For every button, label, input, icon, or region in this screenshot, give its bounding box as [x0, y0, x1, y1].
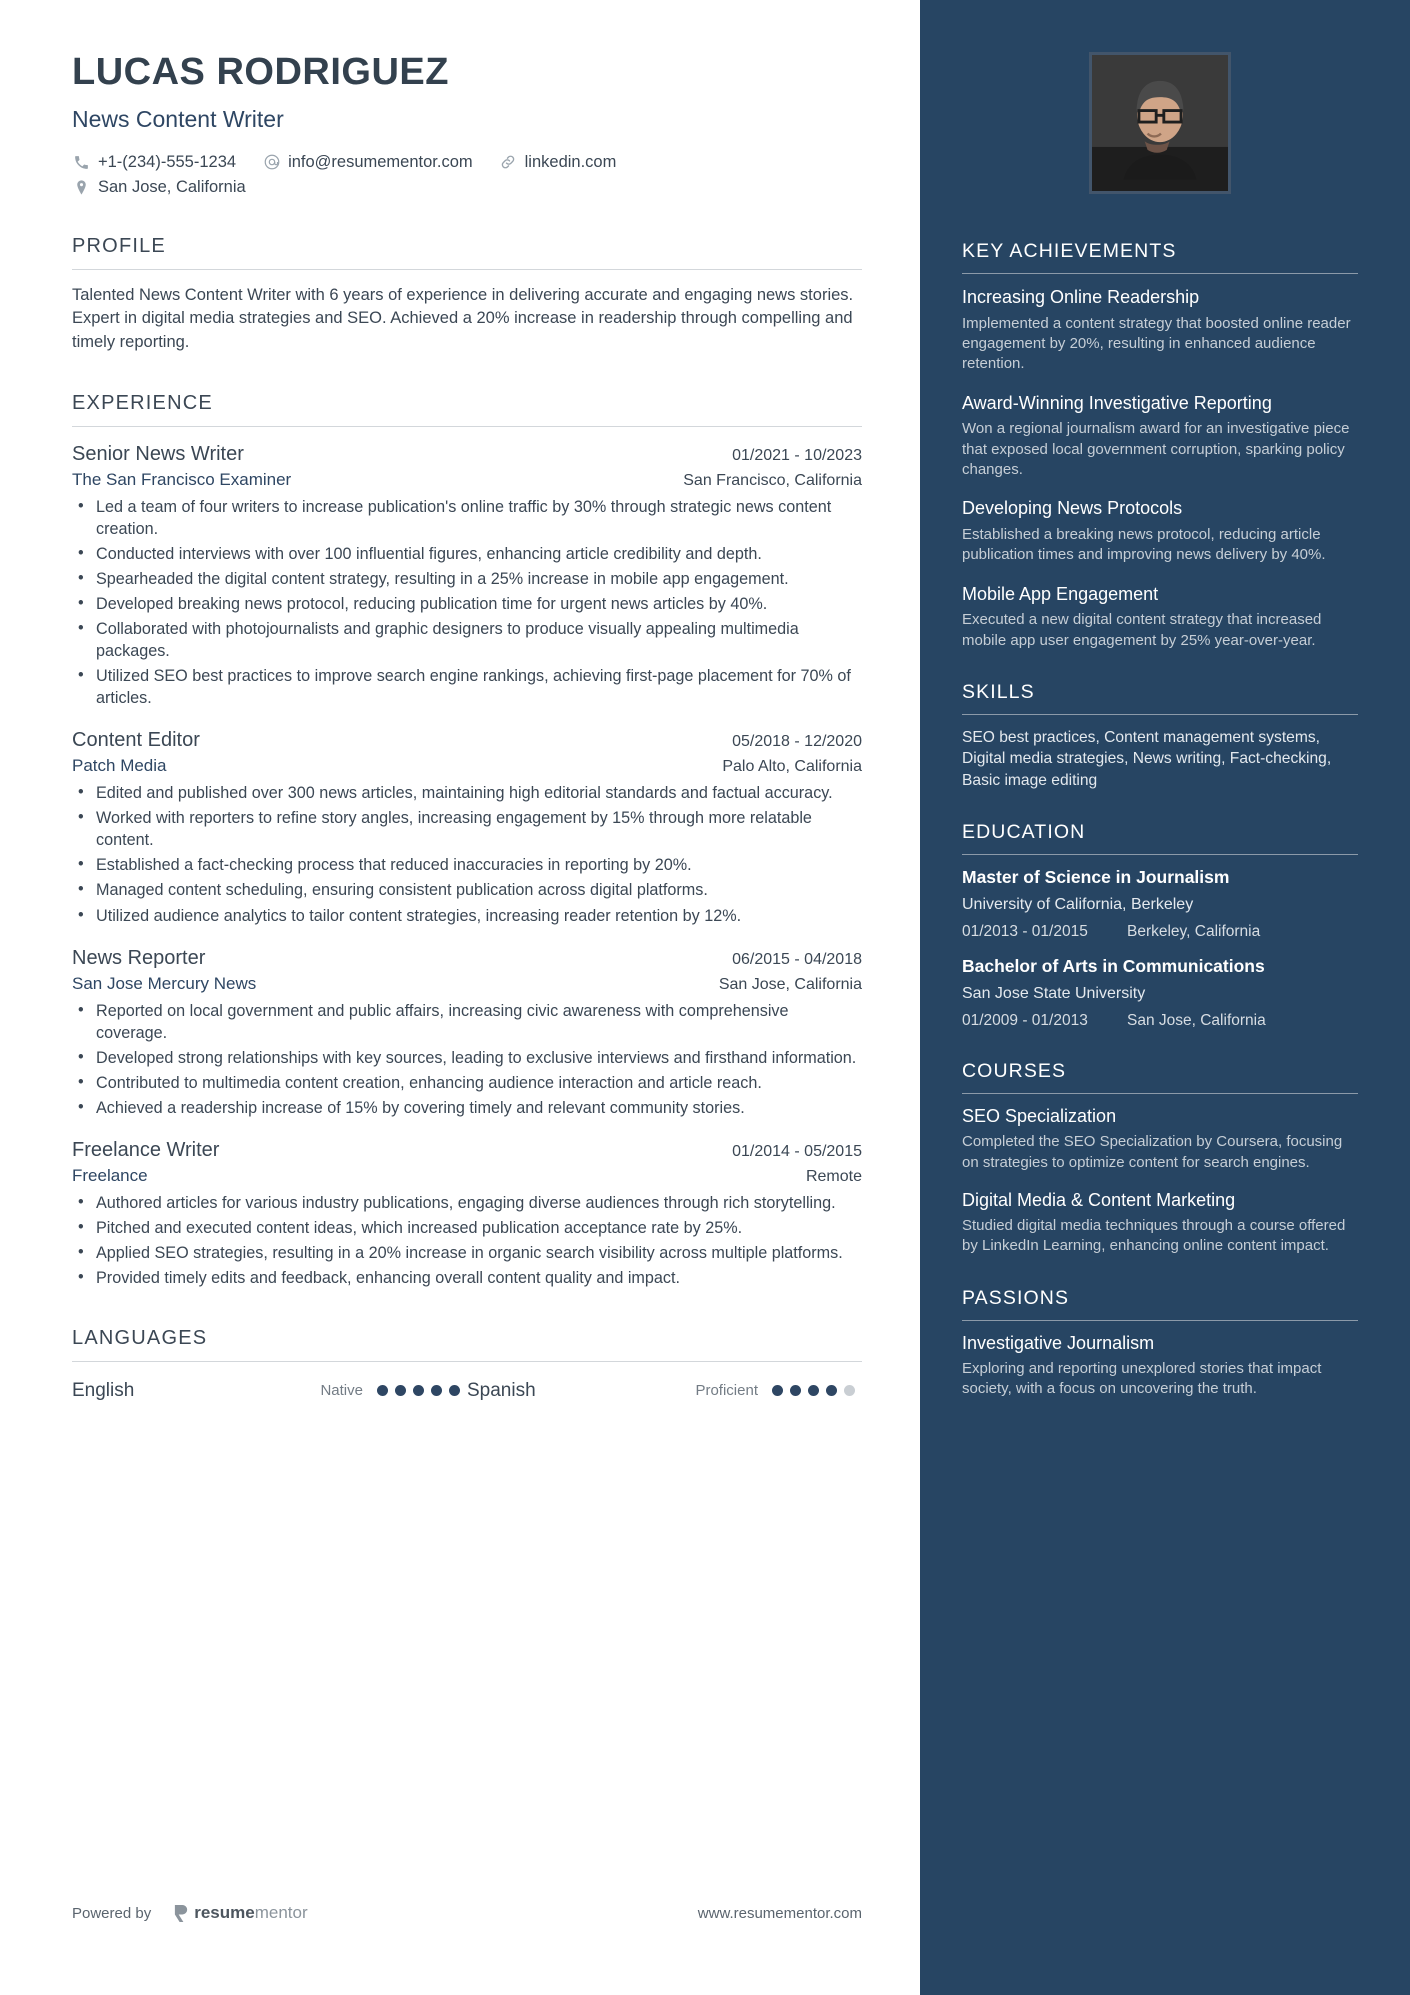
profile-section [72, 235, 862, 354]
passion-description: Exploring and reporting unexplored stories that impact society, with a focus on uncovering the truth. [962, 1359, 1322, 1398]
education-meta [962, 923, 1358, 941]
experience-bullet: • Reported on local government and public affairs, increasing civic awareness with comprehensive coverage. [72, 1000, 862, 1044]
contact-phone[interactable] [72, 153, 236, 172]
proficiency-dot [844, 1385, 855, 1396]
proficiency-dot [449, 1385, 460, 1396]
skills-section [962, 681, 1358, 792]
experience-item-subheader [72, 970, 862, 994]
experience-bullet: • Provided timely edits and feedback, enhancing overall content quality and impact. [72, 1267, 862, 1289]
experience-role: Freelance Writer [72, 1138, 220, 1161]
profile-heading: PROFILE [72, 234, 166, 257]
achievement-title: Award-Winning Investigative Reporting [962, 392, 1272, 413]
footer [72, 1903, 862, 1923]
powered-by-label: Powered by [72, 1904, 152, 1922]
language-level: Proficient [695, 1382, 758, 1400]
language-item [72, 1380, 467, 1402]
experience-company: Patch Media [72, 756, 167, 776]
achievements-list [962, 286, 1358, 651]
achievement-description: Won a regional journalism award for an investigative piece that exposed local government corruption, sparking policy changes. [962, 420, 1350, 478]
achievement-title: Increasing Online Readership [962, 287, 1200, 307]
powered-by-group [72, 1903, 308, 1923]
experience-bullet: • Contributed to multimedia content creation, enhancing audience interaction and article reach. [72, 1072, 862, 1094]
email-text: info@resumementor.com [288, 152, 473, 171]
course-description: Completed the SEO Specialization by Coursera, focusing on strategies to optimize content for search engines. [962, 1133, 1343, 1171]
courses-divider [962, 1093, 1358, 1094]
passions-heading: PASSIONS [962, 1286, 1070, 1309]
experience-dates: 01/2014 - 05/2015 [732, 1142, 862, 1160]
achievement-title: Mobile App Engagement [962, 583, 1159, 604]
experience-bullet: • Worked with reporters to refine story angles, increasing engagement by 15% through more relatable content. [72, 807, 862, 851]
experience-bullet: • Utilized audience analytics to tailor content strategies, increasing reader retention by 12%. [72, 905, 862, 927]
phone-text: +1-(234)-555-1234 [98, 152, 237, 171]
language-level: Native [320, 1382, 363, 1400]
sidebar [920, 0, 1410, 1995]
contact-line-1 [72, 153, 862, 172]
achievements-heading: KEY ACHIEVEMENTS [962, 240, 1177, 262]
contact-email[interactable] [262, 153, 473, 172]
experience-bullet: • Utilized SEO best practices to improve search engine rankings, achieving first-page placement for 70% of articles. [72, 665, 862, 709]
passions-list [962, 1333, 1358, 1400]
profile-text: Talented News Content Writer with 6 years of experience in delivering accurate and engaging news stories. Expert in digital media strategies and SEO. Achieved a 20% increase in readership through compelling and timely reporting. [72, 285, 854, 351]
education-location: San Jose, California [1127, 1012, 1266, 1030]
experience-item-header [72, 1139, 862, 1162]
education-location: Berkeley, California [1127, 923, 1261, 941]
experience-heading: EXPERIENCE [72, 392, 213, 415]
courses-list [962, 1106, 1358, 1257]
achievement-item [962, 286, 1358, 375]
experience-location: San Jose, California [718, 975, 862, 993]
experience-bullet: • Led a team of four writers to increase publication's online traffic by 30% through strategic news content creation. [72, 496, 862, 540]
language-name: Spanish [467, 1379, 536, 1401]
link-icon [499, 153, 518, 172]
experience-bullets [72, 496, 862, 709]
contact-location [72, 178, 246, 197]
experience-section [72, 392, 862, 1289]
experience-item-subheader [72, 752, 862, 776]
education-school: University of California, Berkeley [962, 896, 1194, 914]
languages-heading: LANGUAGES [72, 1326, 208, 1349]
achievement-title: Developing News Protocols [962, 498, 1183, 519]
experience-bullet: • Developed breaking news protocol, reducing publication time for urgent news articles by 40%. [72, 593, 862, 615]
experience-role: Senior News Writer [72, 443, 244, 466]
education-item [962, 867, 1358, 941]
skills-heading: SKILLS [962, 680, 1035, 703]
location-text: San Jose, California [98, 177, 246, 196]
achievement-description: Implemented a content strategy that boosted online reader engagement by 20%, resulting in enhanced audience retention. [962, 314, 1351, 373]
achievement-item [962, 497, 1358, 565]
experience-bullet: • Conducted interviews with over 100 influential figures, enhancing article credibility and depth. [72, 543, 862, 565]
achievement-description: Executed a new digital content strategy that increased mobile app user engagement by 25% year-over-year. [962, 611, 1322, 649]
languages-list [72, 1380, 862, 1402]
experience-role: Content Editor [72, 729, 200, 752]
experience-item [72, 443, 862, 709]
experience-item [72, 729, 862, 926]
passions-divider [962, 1320, 1358, 1321]
education-dates: 01/2013 - 01/2015 [962, 923, 1088, 941]
experience-bullet: • Managed content scheduling, ensuring consistent publication across digital platforms. [72, 879, 862, 901]
phone-icon [72, 153, 91, 172]
experience-bullets [72, 782, 862, 926]
experience-bullet: • Established a fact-checking process that reduced inaccuracies in reporting by 20%. [72, 854, 862, 876]
experience-company: Freelance [72, 1165, 148, 1185]
education-dates: 01/2009 - 01/2013 [962, 1012, 1088, 1030]
passions-section [962, 1287, 1358, 1400]
courses-section [962, 1060, 1358, 1257]
education-heading: EDUCATION [962, 821, 1086, 844]
experience-location: Remote [805, 1167, 862, 1185]
experience-dates: 01/2021 - 10/2023 [732, 447, 862, 465]
brand-bold-text: resume [194, 1903, 255, 1922]
experience-dates: 05/2018 - 12/2020 [732, 733, 862, 751]
course-title: SEO Specialization [962, 1106, 1117, 1127]
resumementor-logo [173, 1903, 307, 1923]
page-title: LUCAS RODRIGUEZ [72, 51, 449, 93]
achievement-description: Established a breaking news protocol, reducing article publication times and improving news delivery by 40%. [962, 525, 1326, 564]
language-item [467, 1380, 862, 1402]
resumementor-mark-icon [173, 1904, 190, 1923]
experience-divider [72, 426, 862, 427]
experience-role: News Reporter [72, 946, 206, 969]
education-section [962, 821, 1358, 1030]
experience-item [72, 1139, 862, 1289]
experience-list [72, 443, 862, 1289]
experience-bullet: • Achieved a readership increase of 15% by covering timely and relevant community stories. [72, 1097, 862, 1119]
brand-light-text: mentor [254, 1903, 308, 1922]
experience-company: The San Francisco Examiner [72, 470, 292, 490]
proficiency-dot [431, 1385, 442, 1396]
proficiency-dot [413, 1385, 424, 1396]
proficiency-dot [790, 1385, 801, 1396]
course-item [962, 1106, 1358, 1173]
course-title: Digital Media & Content Marketing [962, 1189, 1236, 1210]
footer-website[interactable]: www.resumementor.com [697, 1904, 862, 1922]
at-icon [262, 153, 281, 172]
experience-bullet: • Authored articles for various industry publications, engaging diverse audiences through rich storytelling. [72, 1192, 862, 1214]
proficiency-dot [772, 1385, 783, 1396]
proficiency-dots [772, 1385, 862, 1396]
proficiency-dot [808, 1385, 819, 1396]
passion-item [962, 1333, 1358, 1400]
avatar [1089, 52, 1231, 194]
skills-divider [962, 714, 1358, 715]
achievements-divider [962, 273, 1358, 274]
experience-bullet: • Collaborated with photojournalists and graphic designers to produce visually appealing multimedia packages. [72, 618, 862, 662]
experience-item [72, 947, 862, 1119]
experience-bullet: • Spearheaded the digital content strategy, resulting in a 25% increase in mobile app engagement. [72, 568, 862, 590]
experience-item-subheader [72, 466, 862, 490]
skills-text: SEO best practices, Content management systems, Digital media strategies, News writing, Fact-checking, Basic image editing [962, 728, 1332, 789]
experience-bullet: • Applied SEO strategies, resulting in a 20% increase in organic search visibility across multiple platforms. [72, 1242, 862, 1264]
languages-divider [72, 1361, 862, 1362]
header-job-title: News Content Writer [72, 105, 284, 132]
proficiency-dot [395, 1385, 406, 1396]
experience-location: Palo Alto, California [722, 758, 862, 776]
experience-item-header [72, 443, 862, 466]
profile-divider [72, 269, 862, 270]
language-name: English [72, 1379, 135, 1401]
languages-section [72, 1327, 862, 1402]
proficiency-dots [377, 1385, 467, 1396]
experience-location: San Francisco, California [683, 472, 862, 490]
experience-item-header [72, 729, 862, 752]
education-degree: Master of Science in Journalism [962, 867, 1230, 888]
experience-company: San Jose Mercury News [72, 973, 257, 993]
passion-title: Investigative Journalism [962, 1332, 1155, 1353]
linkedin-text: linkedin.com [524, 152, 617, 171]
avatar-photo [1092, 55, 1228, 191]
experience-dates: 06/2015 - 04/2018 [732, 950, 862, 968]
education-divider [962, 854, 1358, 855]
achievement-item [962, 583, 1358, 651]
education-list [962, 867, 1358, 1030]
courses-heading: COURSES [962, 1060, 1067, 1083]
experience-item-header [72, 947, 862, 970]
experience-bullet: • Pitched and executed content ideas, which increased publication acceptance rate by 25%. [72, 1217, 862, 1239]
proficiency-dot [826, 1385, 837, 1396]
education-degree: Bachelor of Arts in Communications [962, 956, 1265, 977]
contact-linkedin[interactable] [499, 153, 617, 172]
course-description: Studied digital media techniques through a course offered by LinkedIn Learning, enhancing online content impact. [962, 1216, 1346, 1255]
achievement-item [962, 392, 1358, 481]
education-meta [962, 1012, 1358, 1030]
experience-bullets [72, 1000, 862, 1119]
course-item [962, 1190, 1358, 1257]
experience-item-subheader [72, 1162, 862, 1186]
contact-info [72, 153, 862, 197]
experience-bullets [72, 1192, 862, 1289]
proficiency-dot [377, 1385, 388, 1396]
contact-line-2 [72, 178, 862, 197]
education-item [962, 956, 1358, 1030]
education-school: San Jose State University [962, 985, 1146, 1003]
experience-bullet: • Edited and published over 300 news articles, maintaining high editorial standards and factual accuracy. [72, 782, 862, 804]
location-pin-icon [72, 178, 91, 197]
experience-bullet: • Developed strong relationships with key sources, leading to exclusive interviews and firsthand information. [72, 1047, 862, 1069]
achievements-section [962, 240, 1358, 651]
